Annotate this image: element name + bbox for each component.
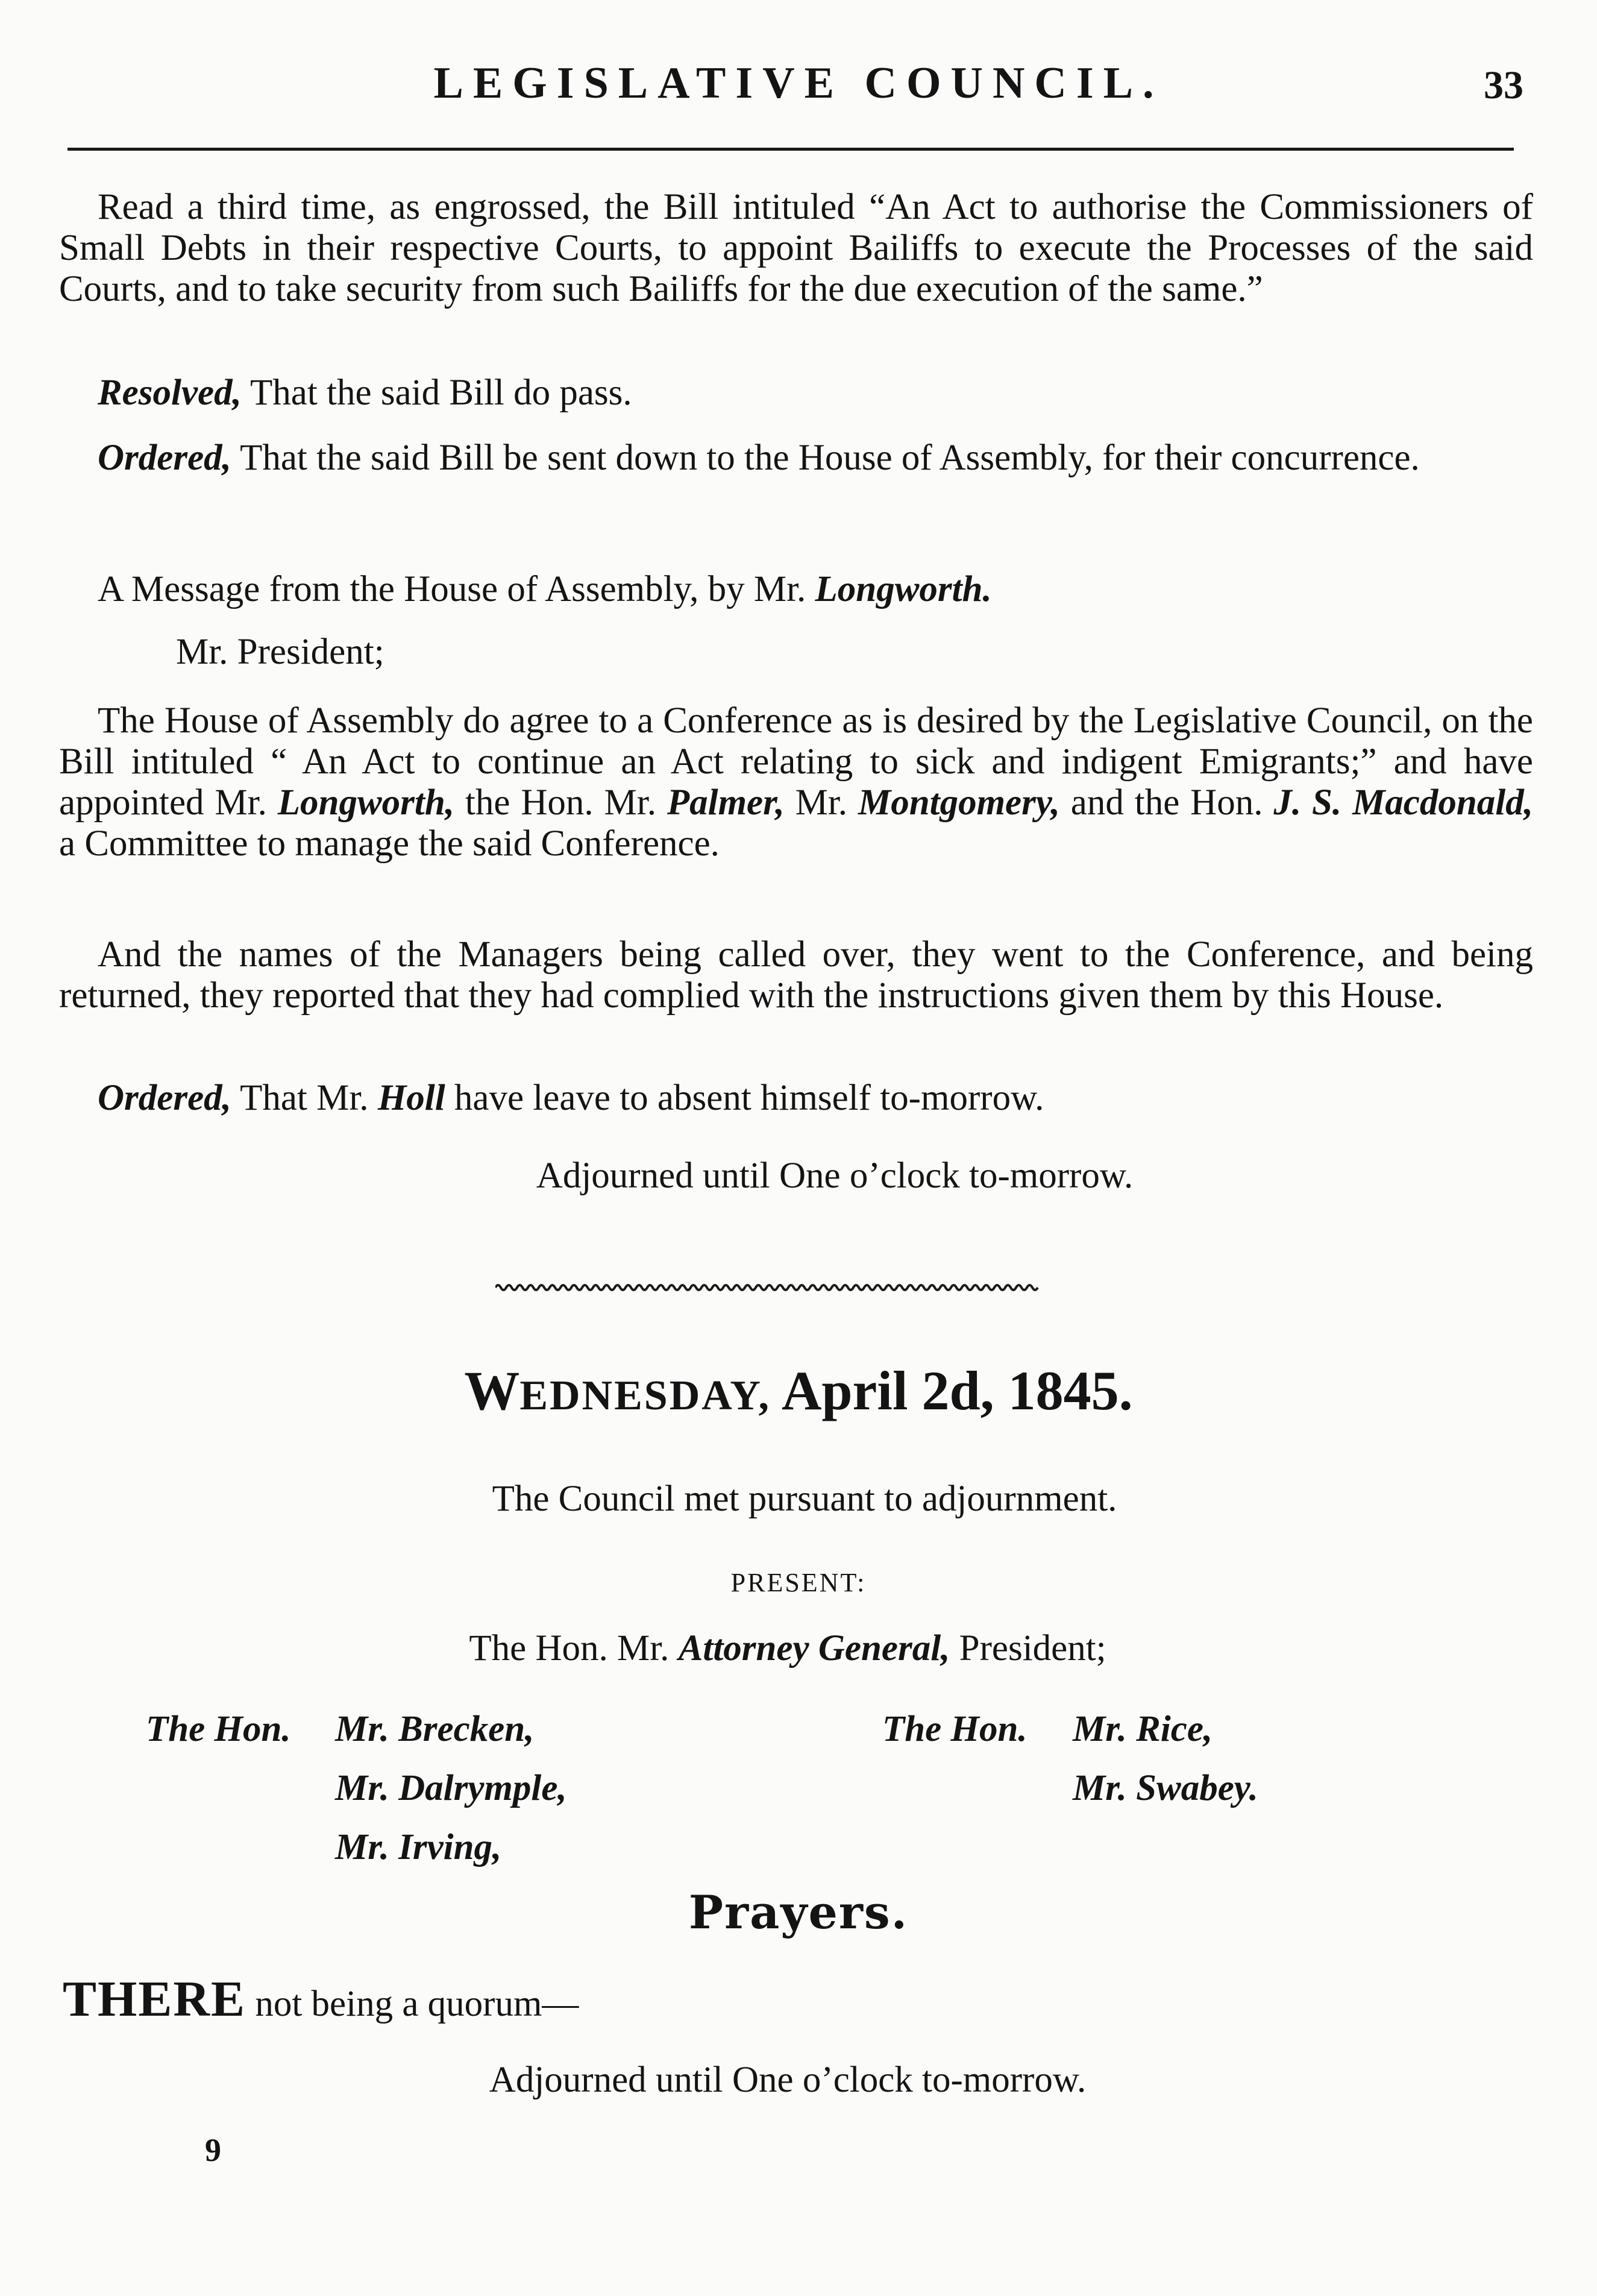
members-left-prefix: The Hon. — [146, 1709, 291, 1749]
address-mr-president: Mr. President; — [176, 632, 384, 672]
page-number: 33 — [1484, 63, 1523, 107]
adjourned-line-2: Adjourned until One o’clock to-morrow. — [489, 2060, 1087, 2100]
paragraph-third-reading: Read a third time, as engrossed, the Bill intituled “An Act to authorise the Commissioners of Small Debts in their respective Courts, to appoint Bailiffs to execute the Processes of the said Courts, and to take security from such Bailiffs for the due execution of the same.” — [59, 187, 1533, 309]
present-label: PRESENT: — [730, 1568, 867, 1597]
council-met-line: The Council met pursuant to adjournment. — [492, 1479, 1117, 1519]
member-dalrymple: Mr. Dalrymple, — [335, 1768, 567, 1808]
member-irving: Mr. Irving, — [335, 1827, 502, 1867]
quorum-line: THERE not being a quorum— — [63, 1971, 579, 2027]
adjourned-line: Adjourned until One o’clock to-morrow. — [536, 1156, 1134, 1196]
date-heading: WEDNESDAY, April 2d, 1845. — [464, 1360, 1133, 1421]
member-rice: Mr. Rice, — [1073, 1709, 1213, 1749]
prayers-heading: Prayers. — [688, 1886, 909, 1939]
paragraph-resolved: Resolved, That the said Bill do pass. — [98, 373, 632, 413]
member-swabey: Mr. Swabey. — [1073, 1768, 1258, 1808]
signature-mark: 9 — [205, 2132, 221, 2168]
paragraph-ordered-sent: Ordered, That the said Bill be sent down to the House of Assembly, for their concurrence. — [98, 438, 1420, 478]
paragraph-conference: The House of Assembly do agree to a Conference as is desired by the Legislative Council, on the Bill intituled “ An Act to continue an Act relating to sick and indigent Emigrants;” and have appointed Mr. Longworth, the Hon. Mr. Palmer, Mr. Montgomery, and the Hon. J. S. Macdonald, a Committee to manage the said Conference. — [59, 700, 1534, 864]
member-brecken: Mr. Brecken, — [335, 1709, 535, 1749]
running-head: LEGISLATIVE COUNCIL. — [433, 58, 1164, 108]
paragraph-message: A Message from the House of Assembly, by Mr. Longworth. — [98, 569, 992, 609]
wavy-divider — [495, 1282, 1049, 1294]
paragraph-managers: And the names of the Managers being called over, they went to the Conference, and being returned, they reported that they had complied with the instructions given them by this House. — [59, 934, 1533, 1016]
members-right-prefix: The Hon. — [882, 1709, 1028, 1749]
header-rule — [67, 148, 1514, 151]
president-line: The Hon. Mr. Attorney General, President; — [469, 1628, 1106, 1669]
paragraph-ordered-leave: Ordered, That Mr. Holl have leave to absent himself to-morrow. — [98, 1078, 1044, 1118]
